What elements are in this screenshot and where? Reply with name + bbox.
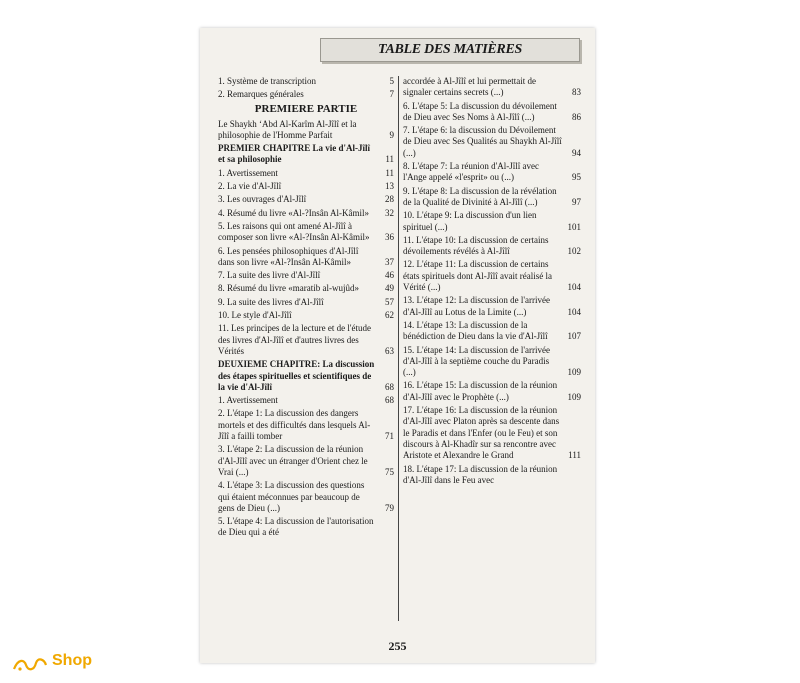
toc-entry-page: 107 [567,331,581,342]
toc-entry[interactable] [218,221,394,244]
toc-entry-title: PREMIER CHAPITRE La vie d'Al-Jîlî et sa philosophie [218,143,371,165]
toc-entry[interactable] [218,395,394,406]
toc-entry-page: 5 [389,76,394,86]
toc-entry[interactable] [218,297,394,308]
toc-entry-title: 16. L'étape 15: La discussion de la réunion d'Al-Jîlî avec le Prophète (...) [403,380,558,402]
toc-entry[interactable] [403,235,581,258]
toc-entry-page: 11 [385,167,394,178]
toc-entry-page: 111 [568,450,581,461]
toc-entry-page: 68 [385,381,394,392]
toc-entry-title: 13. L'étape 12: La discussion de l'arrivée d'Al-Jîlî au Lotus de la Limite (...) [403,295,550,317]
toc-entry-title: 9. L'étape 8: La discussion de la révélation de la Qualité de Divinité à Al-Jîlî (...) [403,185,557,207]
toc-entry[interactable] [403,380,581,403]
column-divider [398,76,399,621]
toc-entry-title: 3. L'étape 2: La discussion de la réunion d'Al-Jîlî avec un étranger d'Orient chez le Vrai (...) [218,444,368,477]
toc-entry-title: 12. L'étape 11: La discussion de certains états spirituels dont Al-Jîlî avait réalisé la Vérité (...) [403,259,552,293]
toc-entry-page: 71 [385,431,394,442]
toc-entry-page: 13 [385,181,394,192]
toc-entry-page: 49 [385,283,394,294]
toc-entry-page: 11 [385,154,394,165]
toc-entry[interactable] [403,76,581,99]
toc-entry-page: 95 [572,172,581,183]
toc-right-column [403,76,581,621]
toc-entry-page: 109 [567,391,581,402]
toc-entry-page: 102 [567,246,581,257]
toc-entry[interactable] [403,101,581,124]
toc-entry[interactable] [218,143,394,166]
toc-left-column [218,76,394,621]
toc-entry-page: 86 [572,111,581,122]
toc-entry[interactable] [403,161,581,184]
toc-entry-page: 94 [572,147,581,158]
toc-entry[interactable] [403,259,581,293]
toc-entry-title: 5. Les raisons qui ont amené Al-Jîlî à composer son livre «Al-?Insân Al-Kâmil» [218,220,370,243]
toc-entry-title: 4. L'étape 3: La discussion des questions qui étaient méconnues par beaucoup de gens de Dieu (...) [218,480,365,513]
part-heading: PREMIERE PARTIE [254,102,358,115]
toc-entry-page: 62 [385,310,394,321]
toc-entry-page: 36 [385,232,394,243]
shop-logo-text: Shop [52,652,92,669]
toc-entry[interactable] [403,295,581,318]
toc-entry-page: 97 [572,196,581,207]
toc-entry[interactable] [218,181,394,192]
toc-entry[interactable] [218,359,394,393]
toc-entry-title: 11. Les principes de la lecture et de l'étude des livres d'Al-Jîlî et d'autres livres des Vérités [218,323,371,356]
toc-entry-title: 2. L'étape 1: La discussion des dangers mortels et des difficultés dans lesquels Al-Jîlî a failli tomber [218,408,371,442]
title-banner [320,38,580,62]
toc-entry[interactable] [403,345,581,379]
toc-entry[interactable] [403,125,581,159]
toc-entry-page: 83 [572,87,581,98]
toc-entry-title: 2. La vie d'Al-Jîlî [218,181,282,192]
toc-entry[interactable] [218,119,394,142]
toc-entry-title: accordée à Al-Jîlî et lui permettait de signaler certains secrets (...) [403,76,536,98]
toc-entry-page: 46 [385,270,394,281]
toc-entry[interactable] [218,516,394,539]
toc-entry[interactable] [218,323,394,357]
toc-entry-title: 1. Avertissement [218,167,278,178]
toc-entry-page: 57 [385,296,394,307]
toc-entry-title: 14. L'étape 13: La discussion de la bénédiction de Dieu dans la vie d'Al-Jîlî [403,319,548,342]
toc-entry-page: 101 [567,221,581,232]
toc-entry[interactable] [218,246,394,269]
toc-entry-page: 63 [385,345,394,356]
toc-entry-title: 4. Résumé du livre «Al-?Insân Al-Kâmil» [218,207,369,218]
toc-entry-page: 104 [567,306,581,317]
toc-entry-title: 15. L'étape 14: La discussion de l'arrivée d'Al-Jîlî à la septième couche du Paradis (...) [403,344,550,378]
page-number: 255 [388,639,407,653]
toc-entry-page: 9 [389,129,394,140]
toc-entry[interactable] [403,405,581,461]
toc-entry[interactable] [218,480,394,514]
toc-entry-title: 1. Avertissement [218,395,278,406]
page-title: TABLE DES MATIÈRES [378,42,522,57]
toc-entry[interactable] [403,210,581,233]
toc-entry[interactable] [218,76,394,87]
toc-entry-title: 3. Les ouvrages d'Al-Jîlî [218,194,307,205]
toc-entry[interactable] [218,283,394,294]
toc-entry[interactable] [218,168,394,179]
toc-entry[interactable] [218,310,394,321]
toc-entry-page: 104 [567,282,581,293]
toc-entry[interactable] [218,194,394,205]
toc-entry[interactable] [218,408,394,442]
toc-entry-title: 17. L'étape 16: La discussion de la réunion d'Al-Jîlî avec Platon après sa descente dans le Paradis et dans l'Enfer (ou le Feu) et son discours à Al-Khadîr sur sa rencontre avec Aristote et Alexandre le Grand [403,405,560,461]
toc-entry-page: 28 [385,194,394,205]
toc-entry[interactable] [403,320,581,343]
toc-entry-title: DEUXIEME CHAPITRE: La discussion des étapes spirituelles et scientifiques de la vie d'Al-Jîlî [218,359,375,392]
toc-entry[interactable] [218,444,394,478]
toc-entry-title: 6. L'étape 5: La discussion du dévoilement de Dieu avec Ses Noms à Al-Jîlî (...) [403,100,557,122]
toc-entry-title: 10. L'étape 9: La discussion d'un lien spirituel (...) [403,210,537,232]
toc-entry-title: 8. Résumé du livre «maratib al-wujûd» [218,283,359,294]
toc-entry-title: Le Shaykh ʻAbd Al-Karîm Al-Jîlî et la philosophie de l'Homme Parfait [218,118,357,140]
shop-logo [12,652,102,678]
toc-entry-title: 6. Les pensées philosophiques d'Al-Jîlî dans son livre «Al-?Insân Al-Kâmil» [218,245,359,267]
toc-entry-title: 10. Le style d'Al-Jîlî [218,310,292,321]
toc-entry-page: 32 [385,207,394,218]
toc-entry-title: 5. L'étape 4: La discussion de l'autorisation de Dieu qui a été [218,516,374,538]
toc-entry-title: 7. La suite des livre d'Al-Jîlî [218,270,321,281]
toc-entry-title: 1. Système de transcription [218,76,316,86]
toc-entry[interactable] [403,464,581,487]
toc-entry-title: 18. L'étape 17: La discussion de la réunion d'Al-Jîlî dans le Feu avec [403,463,558,485]
toc-entry-page: 75 [385,466,394,477]
toc-entry-page: 37 [385,256,394,267]
book-page [200,28,595,663]
toc-entry[interactable] [218,208,394,219]
toc-entry-title: 2. Remarques générales [218,89,304,100]
toc-entry-title: 8. L'étape 7: La réunion d'Al-Jîlî avec l'Ange appelé «l'esprit» ou (...) [403,161,539,183]
toc-entry-title: 9. La suite des livres d'Al-Jîlî [218,296,324,307]
swirl-icon [12,657,48,673]
toc-entry-page: 79 [385,502,394,513]
toc-entry-title: 7. L'étape 6: la discussion du Dévoilement de Dieu avec Ses Qualités au Shaykh Al-Jîlî (...) [403,125,562,158]
toc-entry[interactable] [403,186,581,209]
toc-entry[interactable] [218,270,394,281]
toc-entry[interactable] [218,89,394,100]
toc-entry-page: 109 [567,367,581,378]
toc-entry-page: 68 [385,395,394,406]
toc-entry-page: 7 [389,89,394,100]
toc-entry-title: 11. L'étape 10: La discussion de certains dévoilements révélés à Al-Jîlî [403,234,549,257]
